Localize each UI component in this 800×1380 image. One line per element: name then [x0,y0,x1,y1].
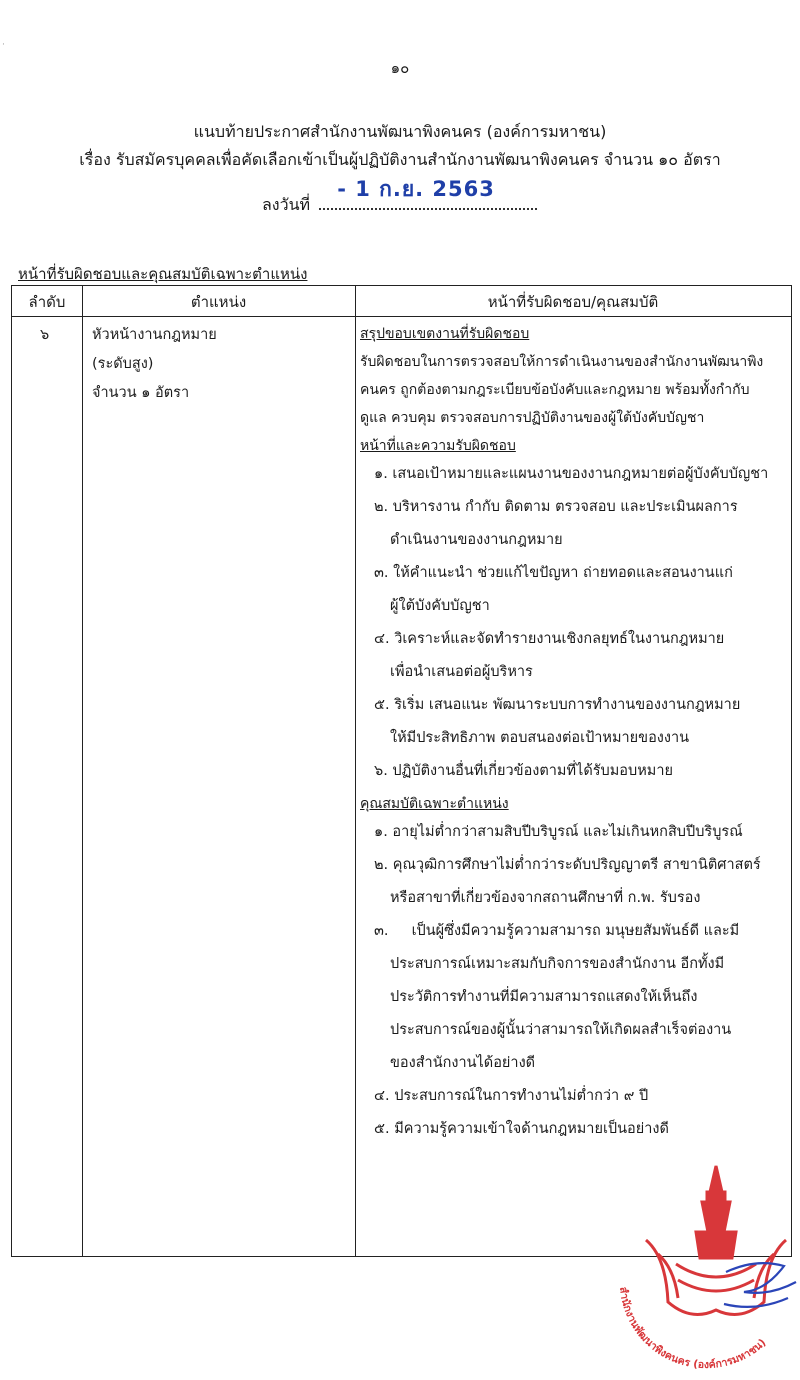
position-cell [92,322,217,409]
summary-line: รับผิดชอบในการตรวจสอบให้การดำเนินงานของสำนักงานพัฒนาพิง [360,354,764,370]
qualification-heading: คุณสมบัติเฉพาะตำแหน่ง [360,796,509,812]
summary-line: ดูแล ควบคุม ตรวจสอบการปฏิบัติงานของผู้ใต้บังคับบัญชา [360,410,705,426]
qualification-item-cont: ประวัติการทำงานที่มีความสามารถแสดงให้เห็นถึง [390,989,698,1005]
duty-item: ๕. ริเริ่ม เสนอแนะ พัฒนาระบบการทำงานของงานกฎหมาย [374,697,741,713]
header-subject: เรื่อง รับสมัครบุคคลเพื่อคัดเลือกเข้าเป็นผู้ปฏิบัติงานสำนักงานพัฒนาพิงคนคร จำนวน ๑๐ อัตรา [79,150,721,169]
column-divider [82,286,83,1256]
duties-heading: หน้าที่และความรับผิดชอบ [360,438,516,454]
qualification-item-cont: ประสบการณ์เหมาะสมกับกิจการของสำนักงาน อีกทั้งมี [390,956,725,972]
position-title: หัวหน้างานกฎหมาย [92,327,217,343]
organization-seal [606,1162,800,1377]
page-number: ๑๐ [390,59,410,77]
qualification-item: ๕. มีความรู้ความเข้าใจด้านกฎหมายเป็นอย่างดี [374,1121,669,1137]
header-position: ตำแหน่ง [190,293,247,311]
qualification-item: ๔. ประสบการณ์ในการทำงานไม่ต่ำกว่า ๙ ปี [374,1088,649,1104]
date-dotted-field [319,177,537,210]
duty-item-cont: ผู้ใต้บังคับบัญชา [390,598,490,614]
duties-cell [360,320,785,1148]
qualification-item: ๓. เป็นผู้ซึ่งมีความรู้ความสามารถ มนุษยสัมพันธ์ดี และมี [374,923,740,939]
duty-item: ๑. เสนอเป้าหมายและแผนงานของงานกฎหมายต่อผู้บังคับบัญชา [374,466,769,482]
qualification-item: ๑. อายุไม่ต่ำกว่าสามสิบปีบริบูรณ์ และไม่เกินหกสิบปีบริบูรณ์ [374,824,743,840]
date-line [262,177,537,218]
qualification-item-cont: ของสำนักงานได้อย่างดี [390,1055,536,1071]
header-duties: หน้าที่รับผิดชอบ/คุณสมบัติ [487,293,659,311]
date-label: ลงวันที่ [262,195,311,214]
qualification-item-cont: หรือสาขาที่เกี่ยวข้องจากสถานศึกษาที่ ก.พ. รับรอง [390,890,701,906]
header-row-divider [12,316,791,317]
duty-item: ๒. บริหารงาน กำกับ ติดตาม ตรวจสอบ และประเมินผลการ [374,499,738,515]
position-level: (ระดับสูง) [92,356,154,372]
signature-icon [724,1263,796,1307]
seal-text-thai: สำนักงานพัฒนาพิงคนคร (องค์การมหาชน) [616,1286,769,1372]
duty-item: ๓. ให้คำแนะนำ ช่วยแก้ไขปัญหา ถ่ายทอดและสอนงานแก่ [374,565,733,581]
qualification-item: ๒. คุณวุฒิการศึกษาไม่ต่ำกว่าระดับปริญญาตรี สาขานิติศาสตร์ [374,857,761,873]
qualification-item-cont: ประสบการณ์ของผู้นั้นว่าสามารถให้เกิดผลสำเร็จต่องาน [390,1022,732,1038]
position-count: จำนวน ๑ อัตรา [92,385,190,401]
duty-item: ๔. วิเคราะห์และจัดทำรายงานเชิงกลยุทธ์ในงานกฎหมาย [374,631,725,647]
summary-heading: สรุปขอบเขตงานที่รับผิดชอบ [360,326,530,342]
document-header [0,118,800,174]
duties-table [11,285,792,1257]
svg-text:สำนักงานพัฒนาพิงคนคร (องค์การม [617,1286,768,1371]
row-order: ๖ [40,327,50,343]
section-heading: หน้าที่รับผิดชอบและคุณสมบัติเฉพาะตำแหน่ง [18,265,308,283]
corner-mark: · [2,40,5,50]
date-stamp: - 1 ก.ย. 2563 [337,177,495,201]
column-divider [355,286,356,1256]
duty-item: ๖. ปฏิบัติงานอื่นที่เกี่ยวข้องตามที่ได้รับมอบหมาย [374,763,673,779]
summary-line: คนคร ถูกต้องตามกฎระเบียบข้อบังคับและกฎหมาย พร้อมทั้งกำกับ [360,382,750,398]
duty-item-cont: ให้มีประสิทธิภาพ ตอบสนองต่อเป้าหมายของงาน [390,730,689,746]
header-title: แนบท้ายประกาศสำนักงานพัฒนาพิงคนคร (องค์การมหาชน) [193,122,607,141]
header-order: ลำดับ [28,293,66,311]
duty-item-cont: ดำเนินงานของงานกฎหมาย [390,532,563,548]
duty-item-cont: เพื่อนำเสนอต่อผู้บริหาร [390,664,533,680]
